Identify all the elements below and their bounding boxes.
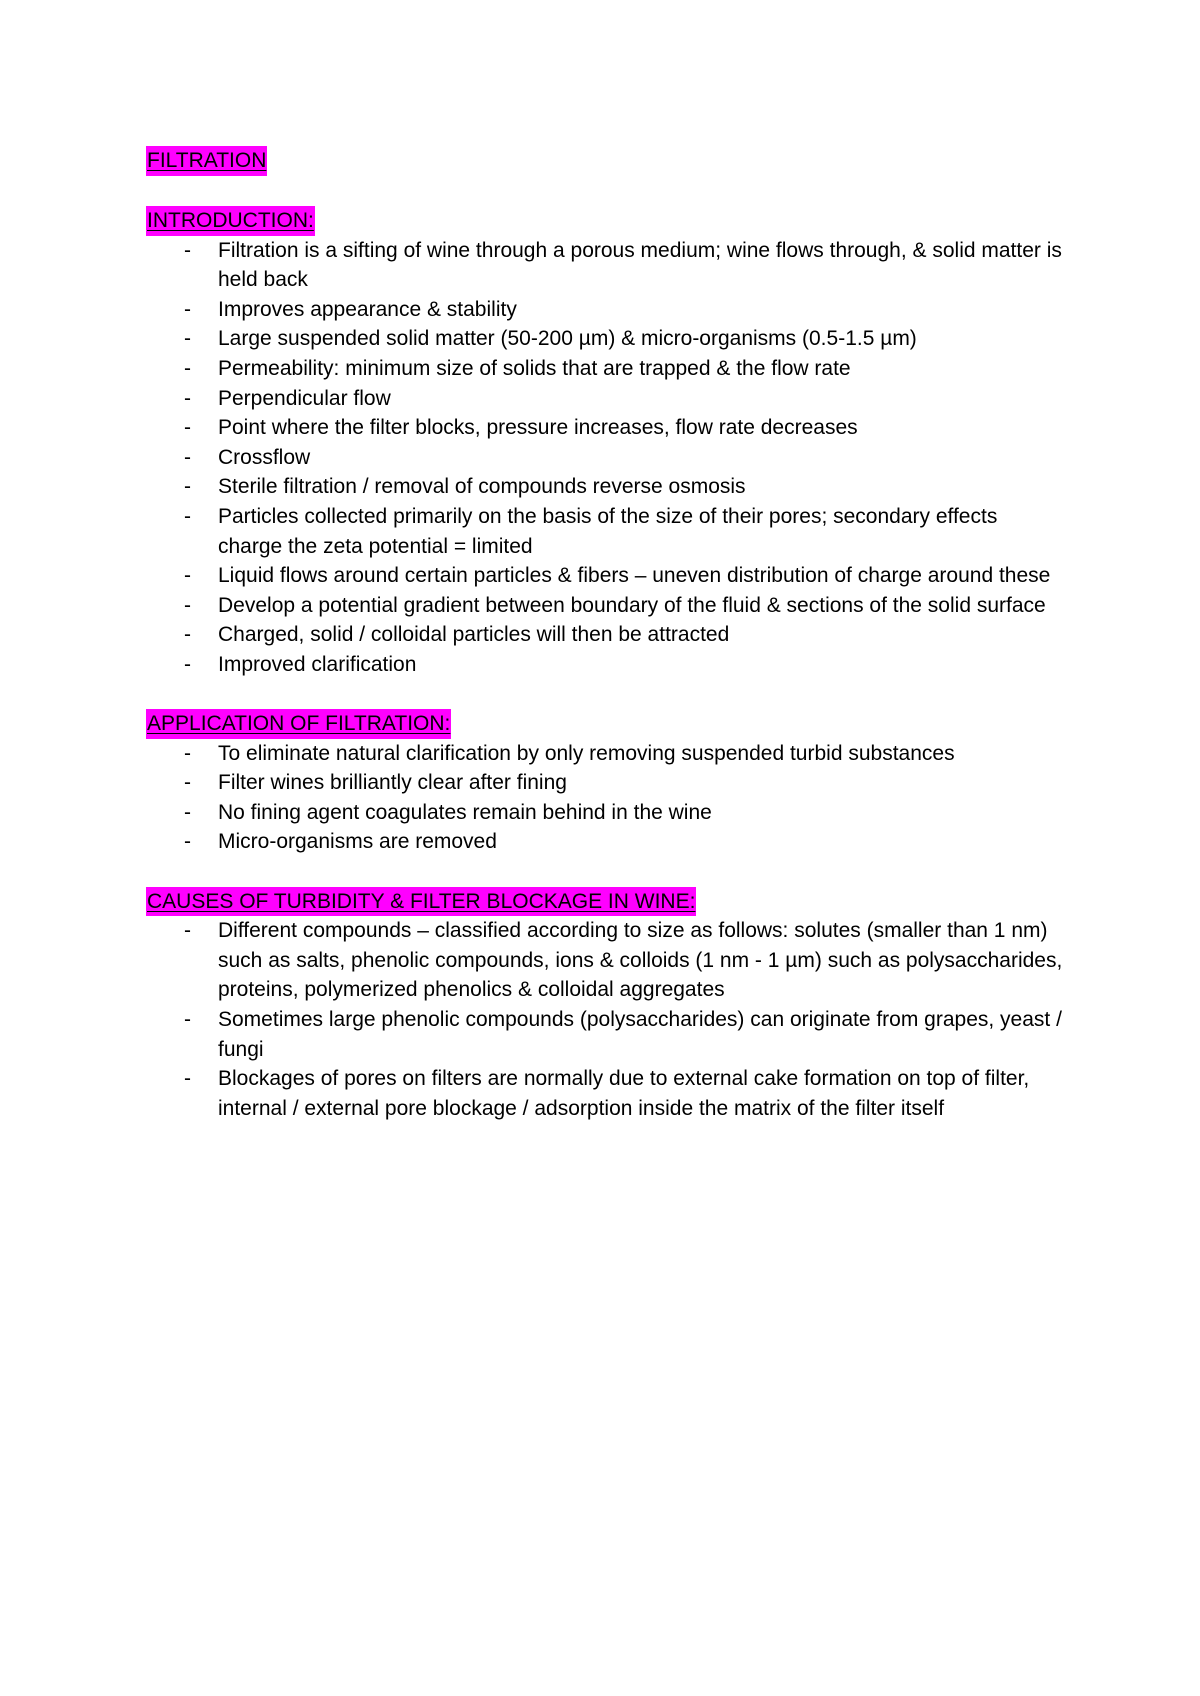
dash-bullet-icon: - (184, 771, 191, 795)
dash-bullet-icon: - (184, 1008, 191, 1032)
dash-bullet-icon: - (184, 1067, 191, 1091)
dash-bullet-icon: - (184, 623, 191, 647)
bullet-text: Filter wines brilliantly clear after fining (218, 771, 567, 795)
bullet-text: Point where the filter blocks, pressure increases, flow rate decreases (218, 416, 858, 440)
bullet-list (146, 739, 1066, 857)
bullet-text: Blockages of pores on filters are normally due to external cake formation on top of filter, internal / external pore blockage / adsorption inside the matrix of the filter itself (218, 1067, 1030, 1120)
bullet-item (146, 1064, 1066, 1123)
dash-bullet-icon: - (184, 741, 191, 765)
bullet-text: Liquid flows around certain particles & fibers – uneven distribution of charge around these (218, 564, 1051, 588)
bullet-text: Large suspended solid matter (50-200 µm) & micro-organisms (0.5-1.5 µm) (218, 327, 917, 351)
dash-bullet-icon: - (184, 593, 191, 617)
section-heading-line (146, 206, 1066, 236)
bullet-item (146, 561, 1066, 591)
bullet-text: Improves appearance & stability (218, 297, 517, 321)
section-heading: APPLICATION OF FILTRATION: (146, 709, 451, 739)
bullet-text: Sterile filtration / removal of compounds reverse osmosis (218, 475, 746, 499)
bullet-item (146, 324, 1066, 354)
bullet-text: Particles collected primarily on the basis of the size of their pores; secondary effects charge the zeta potential = limited (218, 504, 998, 558)
dash-bullet-icon: - (184, 800, 191, 824)
dash-bullet-icon: - (184, 830, 191, 854)
dash-bullet-icon: - (184, 919, 191, 943)
bullet-item (146, 768, 1066, 798)
bullet-text: No fining agent coagulates remain behind in the wine (218, 800, 712, 824)
dash-bullet-icon: - (184, 238, 191, 262)
bullet-item (146, 827, 1066, 857)
bullet-item (146, 916, 1066, 1005)
document-content (146, 146, 1066, 1153)
bullet-text: Develop a potential gradient between boundary of the fluid & sections of the solid surface (218, 593, 1046, 617)
bullet-list (146, 236, 1066, 680)
bullet-item (146, 502, 1066, 561)
bullet-item (146, 650, 1066, 680)
dash-bullet-icon: - (184, 327, 191, 351)
bullet-item (146, 472, 1066, 502)
document-title-line (146, 146, 1066, 176)
bullet-text: Filtration is a sifting of wine through a porous medium; wine flows through, & solid matter is held back (218, 238, 1062, 292)
bullet-item (146, 295, 1066, 325)
bullet-item (146, 591, 1066, 621)
section-heading: CAUSES OF TURBIDITY & FILTER BLOCKAGE IN WINE: (146, 887, 696, 917)
bullet-item (146, 384, 1066, 414)
dash-bullet-icon: - (184, 564, 191, 588)
bullet-item (146, 443, 1066, 473)
section-heading-line (146, 709, 1066, 739)
dash-bullet-icon: - (184, 475, 191, 499)
bullet-item (146, 620, 1066, 650)
bullet-text: Permeability: minimum size of solids that are trapped & the flow rate (218, 356, 851, 380)
bullet-text: Crossflow (218, 445, 311, 469)
section-1 (146, 709, 1066, 857)
dash-bullet-icon: - (184, 445, 191, 469)
dash-bullet-icon: - (184, 356, 191, 380)
sections-container (146, 206, 1066, 1123)
bullet-text: Charged, solid / colloidal particles will then be attracted (218, 623, 730, 647)
bullet-item (146, 236, 1066, 295)
dash-bullet-icon: - (184, 504, 191, 528)
bullet-item (146, 739, 1066, 769)
dash-bullet-icon: - (184, 416, 191, 440)
bullet-list (146, 916, 1066, 1123)
section-2 (146, 887, 1066, 1124)
bullet-text: Perpendicular flow (218, 386, 391, 410)
bullet-item (146, 798, 1066, 828)
bullet-text: Improved clarification (218, 652, 417, 676)
section-heading-line (146, 887, 1066, 917)
section-heading: INTRODUCTION: (146, 206, 315, 236)
dash-bullet-icon: - (184, 652, 191, 676)
bullet-item (146, 1005, 1066, 1064)
bullet-item (146, 413, 1066, 443)
bullet-item (146, 354, 1066, 384)
dash-bullet-icon: - (184, 386, 191, 410)
bullet-text: Micro-organisms are removed (218, 830, 497, 854)
bullet-text: Sometimes large phenolic compounds (polysaccharides) can originate from grapes, yeast / fungi (218, 1008, 1062, 1061)
section-0 (146, 206, 1066, 680)
dash-bullet-icon: - (184, 297, 191, 321)
document-title: FILTRATION (146, 146, 267, 176)
bullet-text: Different compounds – classified according to size as follows: solutes (smaller than 1 nm) such as salts, phenolic compounds, ions & colloids (1 nm - 1 µm) such as polysaccharides, proteins, polymerized phenolics & colloidal aggregates (218, 919, 1063, 1002)
bullet-text: To eliminate natural clarification by only removing suspended turbid substances (218, 741, 955, 765)
